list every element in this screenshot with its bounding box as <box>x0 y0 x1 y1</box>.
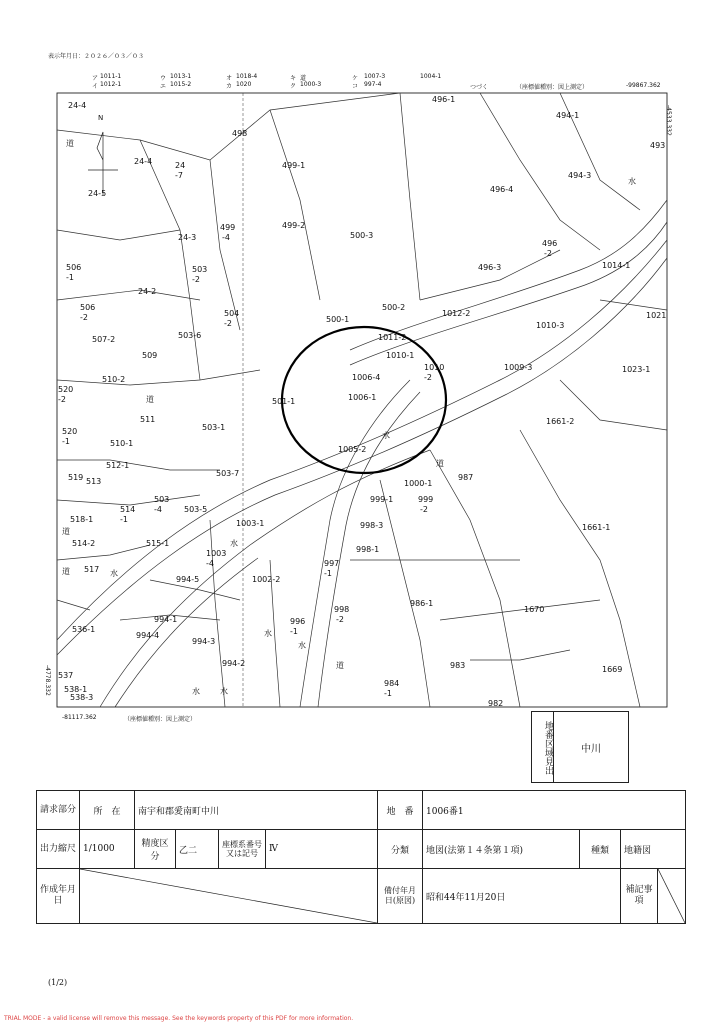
lot-label: 24-3 <box>178 233 197 242</box>
lot-label: 500-1 <box>326 315 350 324</box>
legend-key: オ <box>226 75 233 82</box>
legend-item: 997-4 <box>364 81 382 88</box>
lot-label: 1000-1 <box>404 479 433 488</box>
lot-label: 1006-4 <box>352 373 381 382</box>
lot-label: 1661-2 <box>546 417 575 426</box>
lot-label: 999-1 <box>370 495 394 504</box>
location-label: 所 在 <box>80 791 135 830</box>
lot-label: -1 <box>384 689 392 698</box>
legend-item: 道 <box>300 75 307 82</box>
legend-item: 1011-1 <box>100 73 122 80</box>
lot-label: -7 <box>175 171 183 180</box>
lot-label: 994-4 <box>136 631 160 640</box>
lot-label: 1010-3 <box>536 321 565 330</box>
lot-label: -1 <box>120 515 128 524</box>
claim-label: 請求部分 <box>37 791 80 830</box>
coord-system-top: （座標値種別：図上測定） <box>516 84 589 91</box>
class-label: 分類 <box>378 830 423 869</box>
lot-label: 1023-1 <box>622 365 651 374</box>
lot-label: -2 <box>424 373 432 382</box>
created-value <box>80 869 378 924</box>
lot-label: -2 <box>80 313 88 322</box>
lot-label: 1006-1 <box>348 393 377 402</box>
lot-label: 道 <box>66 139 74 148</box>
lot-label: -2 <box>336 615 344 624</box>
lot-label: 994-1 <box>154 615 178 624</box>
lot-label: 984 <box>384 679 400 688</box>
legend-item: 1000-3 <box>300 81 322 88</box>
lot-label: 510-1 <box>110 439 134 448</box>
lot-label: 水 <box>298 641 306 650</box>
lot-label: 1010-1 <box>386 351 415 360</box>
lot-label: 1014-1 <box>602 261 631 270</box>
lot-label: -1 <box>62 437 70 446</box>
lot-label: 500-2 <box>382 303 406 312</box>
lot-label: 1005-2 <box>338 445 367 454</box>
lot-label: 道 <box>62 527 70 536</box>
lot-label: -1 <box>66 273 74 282</box>
lot-label: 504 <box>224 309 240 318</box>
lot-label: 997 <box>324 559 340 568</box>
lot-label: 500-3 <box>350 231 374 240</box>
lot-label: 24-4 <box>134 157 153 166</box>
lot-label: 道 <box>436 459 444 468</box>
lot-label: 996 <box>290 617 306 626</box>
lot-label: 水 <box>628 177 636 186</box>
lot-label: 998-1 <box>356 545 380 554</box>
lot-label: -4 <box>154 505 162 514</box>
legend-key: エ <box>160 83 167 90</box>
lot-label: 503-1 <box>202 423 226 432</box>
scale-value: 1/1000 <box>80 830 135 869</box>
legend-continue: つづく <box>470 84 489 91</box>
coord-right-y: -4533.332 <box>665 105 672 136</box>
coord-system-bottom: （座標値種別：図上測定） <box>124 716 197 723</box>
type-label: 種類 <box>580 830 621 869</box>
lot-label: 1661-1 <box>582 523 611 532</box>
accuracy-value: 乙二 <box>176 830 219 868</box>
lot-label: 499-2 <box>282 221 306 230</box>
legend-item: 1004-1 <box>420 73 442 80</box>
lot-label: 水 <box>110 569 118 578</box>
lot-label: 514 <box>120 505 136 514</box>
legend-key: ケ <box>352 75 359 82</box>
lot-label: 538-3 <box>70 693 94 702</box>
lot-label: 496-4 <box>490 185 514 194</box>
legend-key: ク <box>290 83 297 90</box>
lot-label: 536-1 <box>72 625 96 634</box>
print-date: 表示年月日：２０２６／０３／０３ <box>48 53 145 60</box>
legend-key: ウ <box>160 75 167 82</box>
legend-key: コ <box>352 83 359 90</box>
legend-key: キ <box>290 75 297 82</box>
lot-label: 水 <box>382 431 390 440</box>
lot-label: 24-4 <box>68 101 87 110</box>
lot-label: 道 <box>336 661 344 670</box>
lot-label: -2 <box>420 505 428 514</box>
type-value: 地籍図 <box>621 830 686 869</box>
lot-label: 994-3 <box>192 637 216 646</box>
lot-label: 513 <box>86 477 102 486</box>
lot-label: 520 <box>58 385 74 394</box>
lot-label: 水 <box>264 629 272 638</box>
lot-label: 506 <box>80 303 96 312</box>
legend-item: 1013-1 <box>170 73 192 80</box>
lot-label: -2 <box>192 275 200 284</box>
lot-label: 994-2 <box>222 659 246 668</box>
lot-label: 537 <box>58 671 74 680</box>
lot-label: 520 <box>62 427 78 436</box>
lot-label: 1012-2 <box>442 309 471 318</box>
lot-label: 496-1 <box>432 95 456 104</box>
lot-label: 983 <box>450 661 466 670</box>
lot-label: 506 <box>66 263 82 272</box>
lot-label: 986-1 <box>410 599 434 608</box>
lot-label: 499-1 <box>282 161 306 170</box>
coord-label: 座標系番号又は記号 <box>219 830 266 868</box>
area-heading-label: 地番区域見出 <box>532 712 554 782</box>
coord-bottom-left: -81117.362 <box>62 714 97 721</box>
coord-value: Ⅳ <box>269 844 278 854</box>
legend-item: 1020 <box>236 81 252 88</box>
trial-notice: TRIAL MODE - a valid license will remove this message. See the keywords property of this PDF for more information. <box>4 1015 354 1022</box>
lot-label: 1002-2 <box>252 575 281 584</box>
lot-label: 24 <box>175 161 186 170</box>
lot-label: 998-3 <box>360 521 384 530</box>
lot-label: -4 <box>206 559 214 568</box>
lot-label: 509 <box>142 351 158 360</box>
lot-label: 987 <box>458 473 474 482</box>
lot-label: 518-1 <box>70 515 94 524</box>
lot-label: 515-1 <box>146 539 170 548</box>
area-heading-box <box>531 711 629 783</box>
lot-label: -2 <box>544 249 552 258</box>
lot-label: 1670 <box>524 605 545 614</box>
lot-label: 24-5 <box>88 189 107 198</box>
created-label: 作成年月日 <box>37 869 80 924</box>
lot-label: 1669 <box>602 665 623 674</box>
lot-label: 24-2 <box>138 287 157 296</box>
lot-label: 水 <box>220 687 228 696</box>
accuracy-label: 精度区分 <box>135 830 176 868</box>
lot-label: 499 <box>220 223 236 232</box>
prepared-label: 備付年月日(原図) <box>378 869 423 924</box>
coord-left-y: -4778.332 <box>44 665 51 696</box>
lot-label: 503-6 <box>178 331 202 340</box>
lot-label: 503-5 <box>184 505 208 514</box>
lot-label: 496-3 <box>478 263 502 272</box>
lot-label: -2 <box>58 395 66 404</box>
north-label: N <box>98 114 104 122</box>
lot-label: 493 <box>650 141 666 150</box>
lot-label: 498 <box>232 129 248 138</box>
lot-label: 1009-3 <box>504 363 533 372</box>
legend-item: 1018-4 <box>236 73 258 80</box>
remarks-value <box>658 869 686 924</box>
lot-label: 507-2 <box>92 335 116 344</box>
lot-label: 道 <box>146 395 154 404</box>
legend-item: 1015-2 <box>170 81 192 88</box>
lot-label: 494-1 <box>556 111 580 120</box>
location-value: 南宇和郡愛南町中川 <box>135 791 378 830</box>
lot-label: 494-3 <box>568 171 592 180</box>
class-value: 地図(法第１４条第１項) <box>423 830 580 869</box>
coord-top-right: -99867.362 <box>626 82 661 89</box>
lot-label: -2 <box>224 319 232 328</box>
lot-label: 501-1 <box>272 397 296 406</box>
lot-label: 道 <box>62 567 70 576</box>
lot-label: 503-7 <box>216 469 240 478</box>
lot-label: 1003 <box>206 549 227 558</box>
record-form <box>36 790 686 924</box>
remarks-label: 補記事項 <box>621 869 658 924</box>
lot-label: 水 <box>192 687 200 696</box>
lot-label: 496 <box>542 239 558 248</box>
lot-label: 1010 <box>424 363 445 372</box>
area-heading-name: 中川 <box>581 743 601 755</box>
lot-label: 503 <box>154 495 170 504</box>
lot-label: -1 <box>324 569 332 578</box>
lot-label: 998 <box>334 605 350 614</box>
lot-label: 510-2 <box>102 375 126 384</box>
prepared-value: 昭和44年11月20日 <box>423 869 621 924</box>
lot-label: 512-1 <box>106 461 130 470</box>
lot-label: 982 <box>488 699 504 708</box>
lot-label: 538-1 <box>64 685 88 694</box>
lot-label: 519 <box>68 473 84 482</box>
lot-label: 水 <box>230 539 238 548</box>
lot-label: 1011-2 <box>378 333 407 342</box>
legend-item: 1007-3 <box>364 73 386 80</box>
legend-key: カ <box>226 83 233 90</box>
lot-value: 1006番1 <box>423 791 686 830</box>
legend-item: 1012-1 <box>100 81 122 88</box>
lot-label: 地 番 <box>378 791 423 830</box>
legend-key: イ <box>92 83 99 90</box>
lot-label: 514-2 <box>72 539 96 548</box>
scale-label: 出力縮尺 <box>37 830 80 869</box>
lot-label: 999 <box>418 495 434 504</box>
lot-label: -4 <box>222 233 230 242</box>
lot-label: 1021 <box>646 311 667 320</box>
page-number: (1/2) <box>48 978 68 987</box>
lot-label: 1003-1 <box>236 519 265 528</box>
lot-label: -1 <box>290 627 298 636</box>
lot-label: 511 <box>140 415 156 424</box>
legend-key: ア <box>92 75 99 82</box>
lot-label: 517 <box>84 565 100 574</box>
lot-label: 994-5 <box>176 575 200 584</box>
lot-label: 503 <box>192 265 208 274</box>
